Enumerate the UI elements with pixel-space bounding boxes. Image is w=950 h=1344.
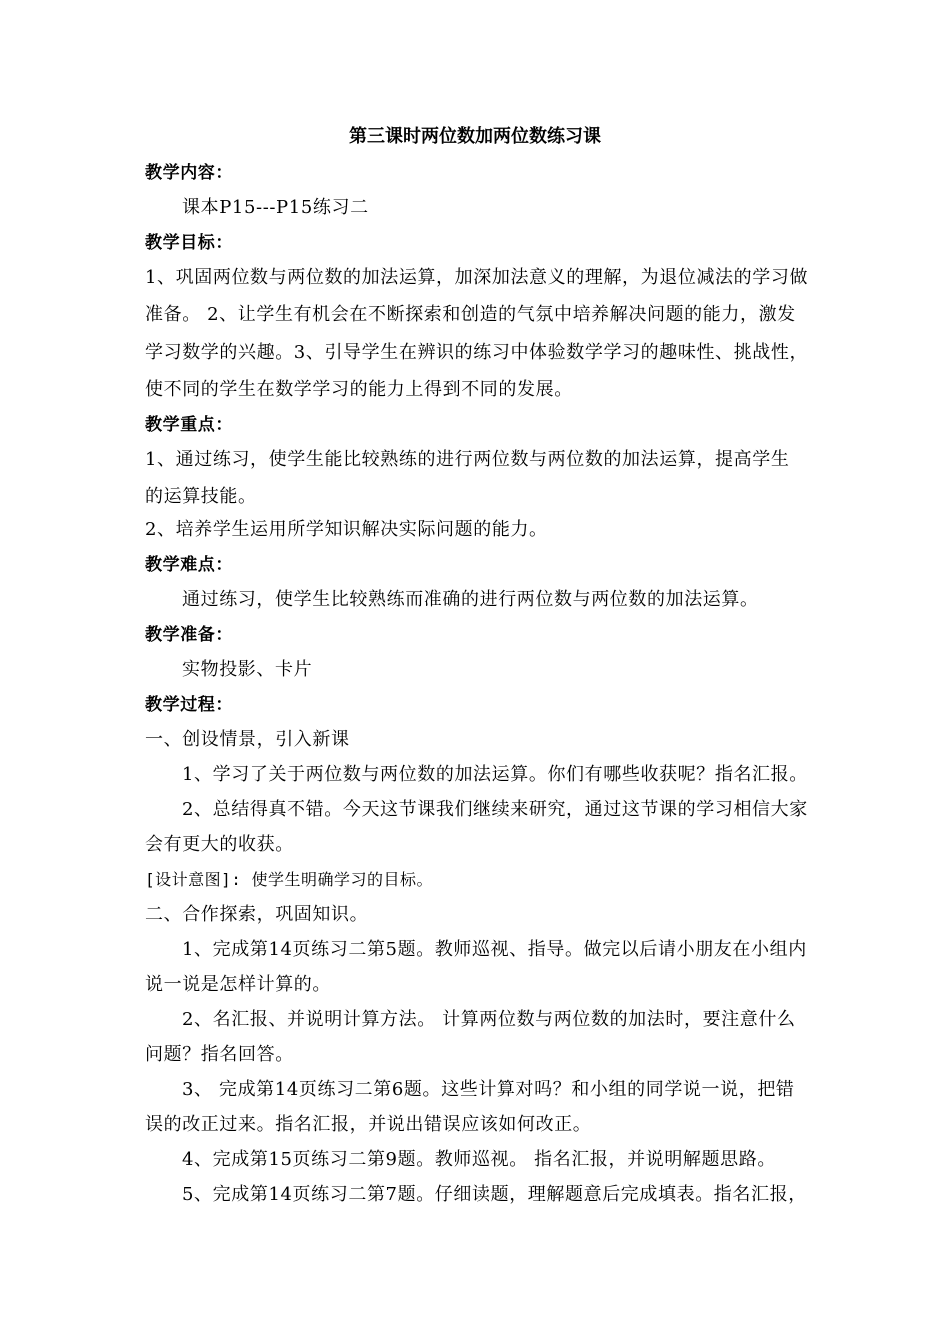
- key-points-line-1: 1、通过练习，使学生能比较熟练的进行两位数与两位数的加法运算，提高学生: [145, 449, 790, 470]
- heading-key-points: 教学重点：: [145, 415, 233, 435]
- heading-content: 教学内容：: [145, 163, 233, 183]
- heading-difficulties: 教学难点：: [145, 555, 233, 575]
- preparation-text: 实物投影、卡片: [182, 659, 313, 680]
- heading-preparation: 教学准备：: [145, 625, 233, 645]
- goals-line-3: 学习数学的兴趣。3、引导学生在辨识的练习中体验数学学习的趣味性、挑战性，: [145, 342, 809, 363]
- heading-goals: 教学目标：: [145, 233, 233, 253]
- content-text: 课本P15---P15练习二: [182, 197, 369, 218]
- heading-process: 教学过程：: [145, 695, 233, 715]
- goals-line-4: 使不同的学生在数学学习的能力上得到不同的发展。: [145, 379, 573, 400]
- section-two-item-2-line-1: 2、名汇报、并说明计算方法。 计算两位数与两位数的加法时，要注意什么: [182, 1009, 796, 1030]
- section-two-item-2-line-2: 问题？指名回答。: [145, 1044, 294, 1065]
- section-two-item-3-line-2: 误的改正过来。指名汇报，并说出错误应该如何改正。: [145, 1114, 592, 1135]
- difficulties-text: 通过练习，使学生比较熟练而准确的进行两位数与两位数的加法运算。: [182, 589, 759, 610]
- section-one-item-2-line-1: 2、总结得真不错。今天这节课我们继续来研究，通过这节课的学习相信大家: [182, 799, 808, 820]
- section-two-item-1-line-2: 说一说是怎样计算的。: [145, 974, 331, 995]
- section-one-item-1: 1、学习了关于两位数与两位数的加法运算。你们有哪些收获呢？指名汇报。: [182, 764, 808, 785]
- section-two-item-1-line-1: 1、完成第14页练习二第5题。教师巡视、指导。做完以后请小朋友在小组内: [182, 939, 807, 960]
- section-one-title: 一、创设情景，引入新课: [145, 729, 350, 750]
- goals-line-1: 1、巩固两位数与两位数的加法运算，加深加法意义的理解，为退位减法的学习做: [145, 267, 809, 288]
- design-intent: [设计意图]: 使学生明确学习的目标。: [145, 870, 434, 889]
- section-two-item-3-line-1: 3、 完成第14页练习二第6题。这些计算对吗？和小组的同学说一说，把错: [182, 1079, 795, 1100]
- section-two-item-4: 4、完成第15页练习二第9题。教师巡视。 指名汇报，并说明解题思路。: [182, 1149, 776, 1170]
- key-points-line-3: 2、培养学生运用所学知识解决实际问题的能力。: [145, 519, 548, 540]
- document-title: 第三课时两位数加两位数练习课: [349, 126, 601, 147]
- section-two-item-5: 5、完成第14页练习二第7题。仔细读题，理解题意后完成填表。指名汇报，: [182, 1184, 807, 1205]
- section-two-title: 二、合作探索，巩固知识。: [145, 904, 369, 925]
- goals-line-2: 准备。 2、让学生有机会在不断探索和创造的气氛中培养解决问题的能力，激发: [145, 304, 796, 325]
- key-points-line-2: 的运算技能。: [145, 486, 257, 507]
- section-one-item-2-line-2: 会有更大的收获。: [145, 834, 294, 855]
